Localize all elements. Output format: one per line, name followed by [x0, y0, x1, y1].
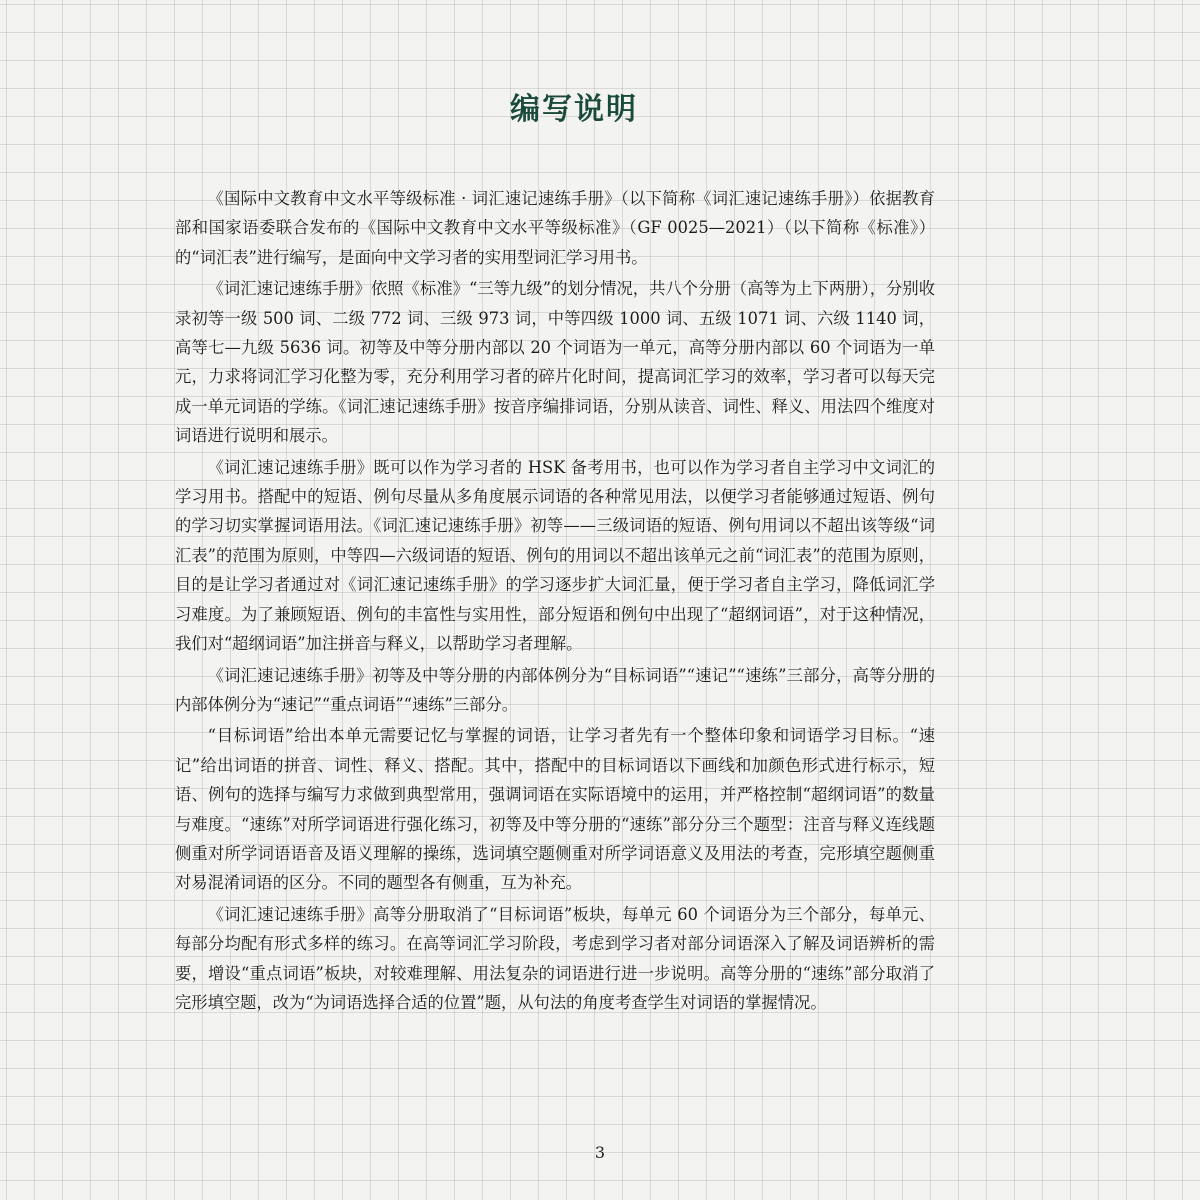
- page-title: 编写说明: [510, 92, 638, 127]
- document-body: [175, 88, 935, 1017]
- paragraph-2: 《词汇速记速练手册》依照《标准》“三等九级”的划分情况，共八个分册（高等为上下两册），分别收录初等一级 500 词、二级 772 词、三级 973 词，中等四级 1000 词、五级 1071 词、六级 1140 词，高等七—九级 5636 词。初等及中等分册内部以 20 个词语为一单元，高等分册内部以 60 个词语为一单元，力求将词汇学习化整为零，充分利用学习者的碎片化时间，提高词汇学习的效率，学习者可以每天完成一单元词语的学练。《词汇速记速练手册》按音序编排词语，分别从读音、词性、释义、用法四个维度对词语进行说明和展示。: [175, 279, 935, 446]
- paragraph-1: 《国际中文教育中文水平等级标准 · 词汇速记速练手册》（以下简称《词汇速记速练手册》）依据教育部和国家语委联合发布的《国际中文教育中文水平等级标准》（GF 0025—2021）（以下简称《标准》）的“词汇表”进行编写，是面向中文学习者的实用型词汇学习用书。: [175, 189, 935, 267]
- paragraph-5: “目标词语”给出本单元需要记忆与掌握的词语，让学习者先有一个整体印象和词语学习目标。“速记”给出词语的拼音、词性、释义、搭配。其中，搭配中的目标词语以下画线和加颜色形式进行标示，短语、例句的选择与编写力求做到典型常用，强调词语在实际语境中的运用，并严格控制“超纲词语”的数量与难度。“速练”对所学词语进行强化练习，初等及中等分册的“速练”部分分三个题型：注音与释义连线题侧重对所学词语语音及语义理解的操练，选词填空题侧重对所学词语意义及用法的考查，完形填空题侧重对易混淆词语的区分。不同的题型各有侧重，互为补充。: [175, 726, 935, 893]
- page-number: 3: [594, 1143, 606, 1162]
- paragraph-6: 《词汇速记速练手册》高等分册取消了“目标词语”板块，每单元 60 个词语分为三个部分，每单元、每部分均配有形式多样的练习。在高等词汇学习阶段，考虑到学习者对部分词语深入了解及词语辨析的需要，增设“重点词语”板块，对较难理解、用法复杂的词语进行进一步说明。高等分册的“速练”部分取消了完形填空题，改为“为词语选择合适的位置”题，从句法的角度考查学生对词语的掌握情况。: [175, 904, 935, 1012]
- paragraph-4: 《词汇速记速练手册》初等及中等分册的内部体例分为“目标词语”“速记”“速练”三部分，高等分册的内部体例分为“速记”“重点词语”“速练”三部分。: [175, 665, 935, 714]
- paragraph-3: 《词汇速记速练手册》既可以作为学习者的 HSK 备考用书，也可以作为学习者自主学习中文词汇的学习用书。搭配中的短语、例句尽量从多角度展示词语的各种常见用法，以便学习者能够通过短语、例句的学习切实掌握词语用法。《词汇速记速练手册》初等——三级词语的短语、例句用词以不超出该等级“词汇表”的范围为原则，中等四—六级词语的短语、例句的用词以不超出该单元之前“词汇表”的范围为原则，目的是让学习者通过对《词汇速记速练手册》的学习逐步扩大词汇量，便于学习者自主学习，降低词汇学习难度。为了兼顾短语、例句的丰富性与实用性，部分短语和例句中出现了“超纲词语”，对于这种情况，我们对“超纲词语”加注拼音与释义，以帮助学习者理解。: [175, 457, 935, 654]
